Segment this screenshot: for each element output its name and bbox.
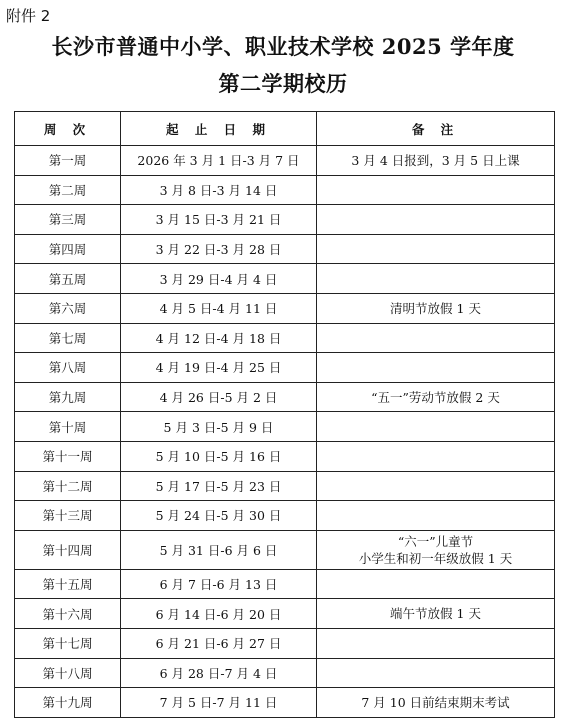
table-row (15, 353, 555, 383)
table-row (15, 146, 555, 176)
table-row (15, 530, 555, 569)
document-title: 长沙市普通中小学、职业技术学校 2025 学年度 (51, 34, 515, 59)
week-cell: 第九周 (15, 382, 121, 412)
notes-cell (317, 599, 555, 629)
week-cell: 第十一周 (15, 441, 121, 471)
week-cell: 第十八周 (15, 658, 121, 688)
attachment-label: 附件 2 (6, 7, 51, 25)
date-range-cell: 6 月 14 日-6 月 20 日 (121, 599, 317, 629)
table-row (15, 205, 555, 235)
notes-cell (317, 658, 555, 688)
notes-cell (317, 205, 555, 235)
date-range-cell: 4 月 5 日-4 月 11 日 (121, 293, 317, 323)
notes-cell (317, 530, 555, 569)
notes-cell (317, 501, 555, 531)
notes-cell (317, 234, 555, 264)
date-range-cell: 4 月 12 日-4 月 18 日 (121, 323, 317, 353)
week-cell: 第十四周 (15, 530, 121, 569)
table-row (15, 264, 555, 294)
table-row (15, 569, 555, 599)
notes-cell (317, 264, 555, 294)
date-range-cell: 3 月 8 日-3 月 14 日 (121, 175, 317, 205)
date-range-cell: 5 月 31 日-6 月 6 日 (121, 530, 317, 569)
date-range-cell: 6 月 7 日-6 月 13 日 (121, 569, 317, 599)
table-row (15, 441, 555, 471)
notes-cell (317, 688, 555, 718)
document-subtitle: 第二学期校历 (218, 71, 348, 96)
notes-cell (317, 323, 555, 353)
school-calendar-table (14, 111, 555, 718)
week-cell: 第十七周 (15, 628, 121, 658)
header-notes: 备 注 (317, 112, 555, 146)
table-row (15, 382, 555, 412)
table-body (15, 146, 555, 718)
notes-cell (317, 412, 555, 442)
notes-cell (317, 353, 555, 383)
week-cell: 第一周 (15, 146, 121, 176)
week-cell: 第八周 (15, 353, 121, 383)
table-header-row (15, 112, 555, 146)
table-row (15, 501, 555, 531)
date-range-cell: 3 月 29 日-4 月 4 日 (121, 264, 317, 294)
note-text: “六一”儿童节 (397, 533, 474, 549)
date-range-cell: 5 月 17 日-5 月 23 日 (121, 471, 317, 501)
week-cell: 第六周 (15, 293, 121, 323)
note-text: 7 月 10 日前结束期末考试 (361, 694, 510, 710)
table-row (15, 688, 555, 718)
notes-cell (317, 569, 555, 599)
note-text: 清明节放假 1 天 (390, 300, 481, 316)
date-range-cell: 6 月 28 日-7 月 4 日 (121, 658, 317, 688)
header-week: 周 次 (15, 112, 121, 146)
table-row (15, 412, 555, 442)
week-cell: 第四周 (15, 234, 121, 264)
date-range-cell: 7 月 5 日-7 月 11 日 (121, 688, 317, 718)
table-row (15, 599, 555, 629)
notes-cell (317, 146, 555, 176)
table-row (15, 323, 555, 353)
week-cell: 第十三周 (15, 501, 121, 531)
week-cell: 第十二周 (15, 471, 121, 501)
week-cell: 第二周 (15, 175, 121, 205)
table-row (15, 293, 555, 323)
note-text: “五一”劳动节放假 2 天 (371, 389, 500, 405)
week-cell: 第十六周 (15, 599, 121, 629)
notes-cell (317, 382, 555, 412)
table-row (15, 628, 555, 658)
table-row (15, 658, 555, 688)
note-text: 小学生和初一年级放假 1 天 (358, 550, 513, 566)
notes-cell (317, 471, 555, 501)
week-cell: 第三周 (15, 205, 121, 235)
table-row (15, 175, 555, 205)
note-text: 3 月 4 日报到，3 月 5 日上课 (351, 152, 520, 168)
date-range-cell: 4 月 19 日-4 月 25 日 (121, 353, 317, 383)
date-range-cell: 5 月 3 日-5 月 9 日 (121, 412, 317, 442)
week-cell: 第七周 (15, 323, 121, 353)
header-dates: 起 止 日 期 (121, 112, 317, 146)
date-range-cell: 2026 年 3 月 1 日-3 月 7 日 (121, 146, 317, 176)
week-cell: 第十五周 (15, 569, 121, 599)
table-row (15, 234, 555, 264)
notes-cell (317, 441, 555, 471)
table-row (15, 471, 555, 501)
date-range-cell: 3 月 15 日-3 月 21 日 (121, 205, 317, 235)
date-range-cell: 5 月 10 日-5 月 16 日 (121, 441, 317, 471)
date-range-cell: 5 月 24 日-5 月 30 日 (121, 501, 317, 531)
week-cell: 第十九周 (15, 688, 121, 718)
week-cell: 第五周 (15, 264, 121, 294)
date-range-cell: 6 月 21 日-6 月 27 日 (121, 628, 317, 658)
notes-cell (317, 175, 555, 205)
week-cell: 第十周 (15, 412, 121, 442)
notes-cell (317, 628, 555, 658)
date-range-cell: 4 月 26 日-5 月 2 日 (121, 382, 317, 412)
date-range-cell: 3 月 22 日-3 月 28 日 (121, 234, 317, 264)
notes-cell (317, 293, 555, 323)
note-text: 端午节放假 1 天 (390, 606, 481, 622)
